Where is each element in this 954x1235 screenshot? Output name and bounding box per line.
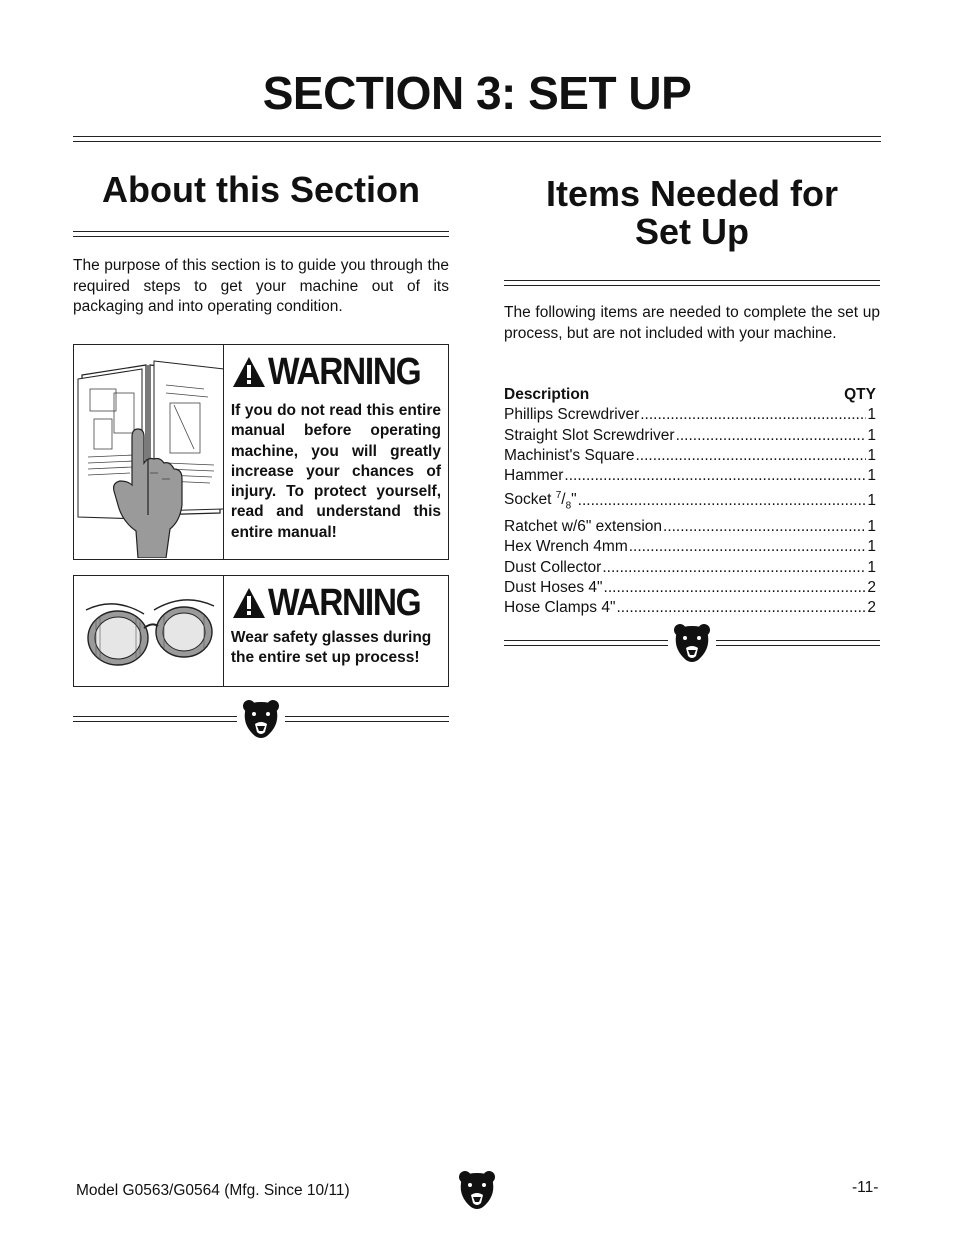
grizzly-bear-icon	[241, 698, 281, 740]
warning-word: WARNING	[267, 351, 421, 393]
warning-triangle-icon	[231, 355, 267, 389]
item-qty: 1	[867, 426, 876, 444]
left-end-divider	[73, 698, 449, 740]
title-rule	[73, 136, 881, 142]
warning-box-manual	[73, 344, 449, 560]
warning-message-glasses: Wear safety glasses during the entire set up process!	[230, 629, 432, 667]
item-name: Ratchet w/6" extension	[504, 518, 663, 536]
footer-model: Model G0563/G0564 (Mfg. Since 10/11)	[76, 1182, 350, 1199]
item-name: Hose Clamps 4"	[504, 599, 616, 617]
table-row	[504, 426, 876, 446]
grizzly-bear-icon	[457, 1168, 497, 1212]
item-qty: 1	[867, 558, 876, 576]
table-row	[504, 446, 876, 466]
table-row	[504, 537, 876, 557]
item-name: Straight Slot Screwdriver	[504, 426, 675, 444]
items-table	[504, 385, 876, 619]
grizzly-bear-icon	[672, 622, 712, 664]
table-row	[504, 405, 876, 425]
item-name: Dust Hoses 4"	[504, 578, 603, 596]
item-name: Phillips Screwdriver	[504, 406, 640, 424]
item-qty: 1	[867, 491, 876, 509]
items-heading-line1: Items Needed for	[545, 173, 839, 214]
item-qty: 2	[867, 578, 876, 596]
about-rule	[73, 231, 449, 237]
right-end-divider	[504, 622, 880, 664]
warning-box-glasses	[73, 575, 449, 687]
item-name: Machinist's Square	[504, 446, 635, 464]
table-row	[504, 598, 876, 618]
item-qty: 1	[867, 518, 876, 536]
about-heading: About this Section	[102, 169, 420, 210]
warning-message-manual: If you do not read this entire manual before operating machine, you will greatly increase your chances of injury. To protect yourself, read and understand this entire manual!	[230, 402, 441, 541]
item-qty: 2	[867, 599, 876, 617]
item-name: Hammer	[504, 467, 564, 485]
item-qty: 1	[867, 406, 876, 424]
about-paragraph: The purpose of this section is to guide you through the required steps to get your machine out of its packaging and into operating condition.	[73, 257, 449, 315]
table-row	[504, 466, 876, 486]
warning-triangle-icon	[231, 586, 267, 620]
item-name: Socket $^7/_8$"	[504, 490, 577, 512]
items-paragraph: The following items are needed to complete the set up process, but are not included with your machine.	[504, 304, 880, 342]
fraction-denominator: 8	[565, 500, 572, 512]
item-qty: 1	[867, 467, 876, 485]
section-title: SECTION 3: SET UP	[262, 67, 692, 119]
items-rule	[504, 280, 880, 286]
item-qty: 1	[867, 446, 876, 464]
warning-word: WARNING	[267, 582, 421, 624]
safety-glasses-illustration	[74, 576, 224, 686]
items-table-header	[504, 385, 876, 405]
items-heading	[504, 175, 880, 251]
inch-mark: "	[571, 491, 577, 509]
table-row	[504, 486, 876, 517]
fraction-numerator: 7	[555, 490, 562, 502]
item-name: Dust Collector	[504, 558, 602, 576]
item-name: Hex Wrench 4mm	[504, 538, 628, 556]
hand-pointing-manual-illustration	[74, 345, 224, 559]
description-header: Description	[504, 386, 590, 403]
items-heading-line2: Set Up	[634, 211, 749, 252]
table-row	[504, 558, 876, 578]
table-row	[504, 578, 876, 598]
qty-header: QTY	[844, 386, 876, 403]
page-number: -11-	[852, 1179, 879, 1196]
table-row	[504, 517, 876, 537]
item-qty: 1	[867, 538, 876, 556]
